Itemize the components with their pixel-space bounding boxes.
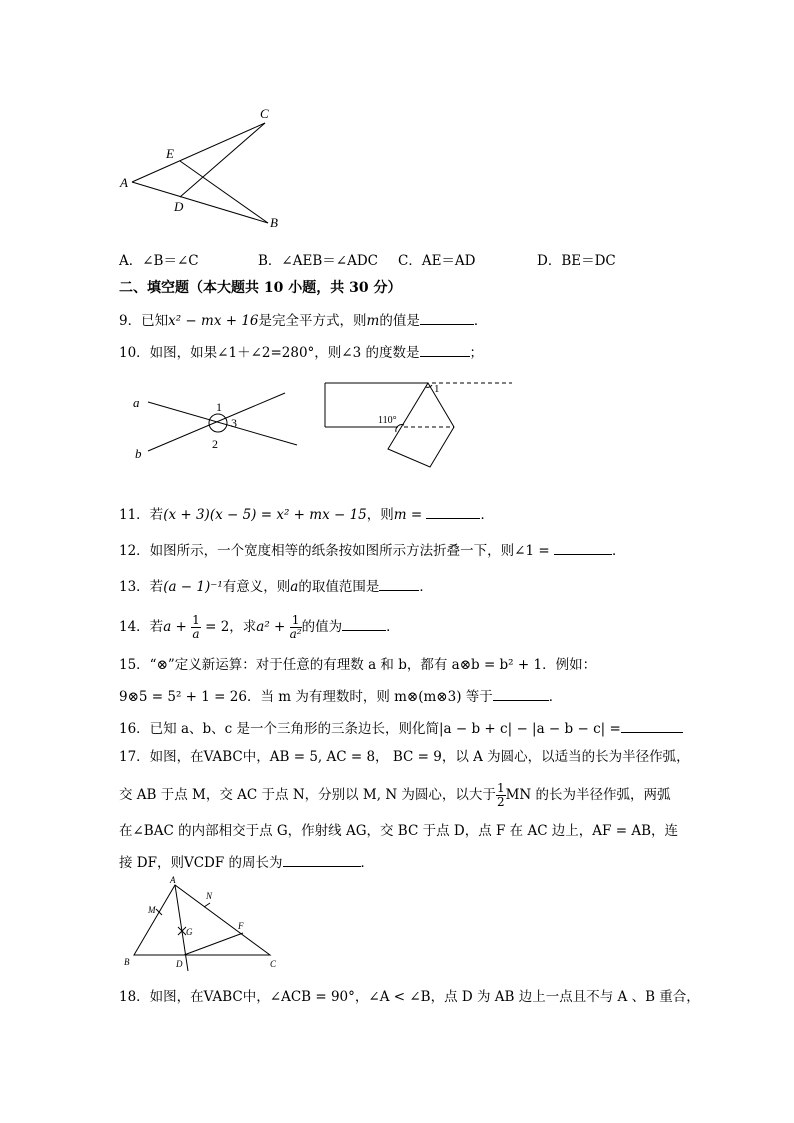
answer-blank[interactable]	[379, 576, 419, 591]
q13-pre: 13．若	[119, 579, 164, 595]
question-18: 18．如图，在VABC中，∠ACB = 90°，∠A < ∠B，点 D 为 AB 边上一点且不与 A 、B 重合，	[119, 989, 700, 1005]
q11-pre: 11．若	[119, 507, 164, 523]
q11-end: ．	[480, 507, 494, 523]
q12-text: 12．如图所示，一个宽度相等的纸条按如图所示方法折叠一下，则∠1 =	[119, 543, 554, 559]
q14-a2: a² +	[256, 619, 290, 635]
q9-mid: 是完全平方式，则	[258, 313, 367, 329]
question-15-line1: 15．“⊗”定义新运算：对于任意的有理数 a 和 b，都有 a⊗b = b² + 1．例如：	[119, 657, 597, 673]
label-2: 2	[212, 437, 218, 451]
figure-q10	[125, 385, 305, 465]
q13-expr: (a − 1)⁻¹	[163, 579, 223, 595]
figure-q17	[118, 875, 288, 975]
figure-q12	[320, 375, 520, 470]
label-C: C	[270, 959, 277, 969]
q9-expr: x² − mx + 16	[168, 313, 259, 329]
q17-l4: 接 DF，则VCDF 的周长为	[119, 855, 283, 871]
question-13	[119, 576, 433, 596]
fraction: $\frac{1}{\text{a²}}$	[289, 613, 302, 641]
answer-blank[interactable]	[493, 686, 549, 701]
q12-end: ．	[611, 543, 626, 559]
section-heading: 二、填空题（本大题共 10 小题，共 30 分）	[119, 280, 402, 296]
question-17-line2	[119, 778, 671, 812]
q17-l2b: MN 的长为半径作弧，两弧	[505, 787, 671, 803]
option-c: C．AE＝AD	[398, 253, 476, 269]
label-A: A	[170, 875, 176, 885]
label-D: D	[174, 199, 184, 214]
label-1: 1	[434, 383, 440, 395]
q14-plus: +	[171, 619, 192, 635]
question-17-line4	[119, 852, 374, 872]
q13-mid: 有意义，则	[222, 579, 291, 595]
q11-mid: ，则	[366, 507, 394, 523]
label-F: F	[238, 921, 244, 931]
angle-110: 110°	[378, 415, 397, 426]
question-10	[119, 342, 483, 362]
q9-post: 的值是	[379, 313, 420, 329]
answer-blank[interactable]	[426, 504, 480, 519]
q14-eq: = 2，求	[200, 619, 257, 635]
q15-end: ．	[548, 689, 563, 705]
label-a: a	[133, 395, 140, 410]
question-14	[119, 610, 400, 644]
label-b: b	[135, 446, 142, 461]
label-E: E	[166, 146, 174, 161]
q13-end: ．	[419, 579, 433, 595]
answer-blank[interactable]	[420, 342, 470, 357]
label-D: D	[176, 959, 183, 969]
q11-eq: =	[406, 507, 427, 523]
question-17-line1: 17．如图，在VABC中，AB = 5, AC = 8， BC = 9，以 A 为圆心，以适当的长为半径作弧，	[119, 749, 690, 765]
question-9	[119, 310, 487, 330]
q10-end: ；	[469, 345, 483, 361]
answer-blank[interactable]	[621, 718, 683, 733]
label-B: B	[270, 215, 278, 230]
label-B: B	[124, 957, 130, 967]
fraction: $\frac{1}{2}$	[496, 781, 505, 809]
q11-var: m	[393, 507, 407, 523]
question-15-line2	[119, 686, 562, 706]
q14-pre: 14．若	[119, 619, 164, 635]
label-G: G	[186, 927, 193, 937]
q15-l2: 9⊗5 = 5² + 1 = 26．当 m 为有理数时，则 m⊗(m⊗3) 等于	[119, 689, 493, 705]
q17-l2a: 交 AB 于点 M，交 AC 于点 N，分别以 M, N 为圆心，以大于	[119, 787, 496, 803]
label-A: A	[120, 175, 128, 190]
label-N: N	[206, 891, 213, 901]
label-3: 3	[231, 416, 237, 430]
option-b: B．∠AEB＝∠ADC	[258, 253, 378, 269]
q14-end: ．	[386, 619, 400, 635]
q11-expr: (x + 3)(x − 5) = x² + mx − 15	[163, 507, 367, 523]
q16-text: 16．已知 a、b、c 是一个三角形的三条边长，则化简|a − b + c| − |a − b − c| =	[119, 721, 621, 737]
q9-pre: 9．已知	[119, 313, 169, 329]
q9-end: ．	[473, 313, 488, 329]
q13-var: a	[290, 579, 299, 595]
label-1: 1	[216, 400, 222, 414]
question-11	[119, 504, 494, 524]
q17-end: ．	[360, 855, 375, 871]
question-16	[119, 718, 683, 738]
question-12	[119, 540, 625, 560]
question-17-line3: 在∠BAC 的内部相交于点 G，作射线 AG，交 BC 于点 D，点 F 在 AC 边上，AF = AB，连	[119, 823, 678, 839]
label-M: M	[148, 905, 156, 915]
option-d: D．BE＝DC	[537, 253, 616, 269]
answer-blank[interactable]	[283, 852, 361, 867]
q9-var: m	[366, 313, 380, 329]
q10-text: 10．如图，如果∠1＋∠2=280°，则∠3 的度数是	[119, 345, 420, 361]
q14-post: 的值为	[301, 619, 343, 635]
option-a: A．∠B＝∠C	[119, 253, 199, 269]
answer-blank[interactable]	[342, 616, 386, 631]
q13-post: 的取值范围是	[298, 579, 380, 595]
figure-q8	[110, 100, 290, 235]
fraction: $\frac{1}{a}$	[192, 613, 200, 641]
answer-blank[interactable]	[554, 540, 612, 555]
answer-blank[interactable]	[420, 310, 474, 325]
q14-a: a	[163, 619, 172, 635]
label-C: C	[260, 106, 269, 121]
